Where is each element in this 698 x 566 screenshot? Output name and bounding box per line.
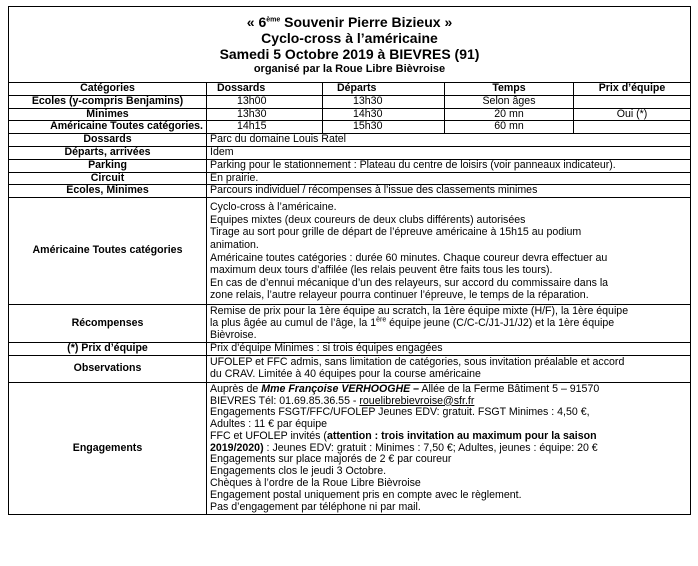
schedule-header-row: [9, 83, 691, 96]
recompenses-line: la plus âgée au cumul de l’âge, la 1ère équipe jeune (C/C-C/J1-J1/J2) et la 1ère équipe: [210, 316, 615, 329]
recompenses-label: Récompenses: [9, 304, 207, 342]
engagements-line: Engagement postal uniquement pris en compte avec le règlement.: [210, 488, 522, 501]
event-organizer: organisé par la Roue Libre Bièvroise: [253, 63, 446, 76]
engagements-line: Adultes : 11 € par équipe: [210, 418, 328, 431]
info-row-parking: [9, 159, 691, 172]
engagements-line: Engagements FSGT/FFC/UFOLEP Jeunes EDV: gratuit. FSGT Minimes : 4,50 €,: [210, 406, 590, 419]
americaine-line: animation.: [210, 238, 259, 251]
departs-value: Idem: [207, 146, 691, 159]
schedule-row: [9, 95, 691, 108]
schedule-row: [9, 108, 691, 121]
prix-value: Prix d’équipe Minimes : si trois équipes engagées: [207, 343, 691, 356]
americaine-line: zone relais, l’autre relayeur pourra continuer l’épreuve, le temps de la réparation.: [210, 289, 589, 302]
col-header: Temps: [445, 83, 574, 96]
info-row-recompenses: [9, 304, 691, 342]
engagements-line: 2019/2020) : Jeunes EDV: gratuit : Minimes : 7,50 €; Adultes, jeunes : équipe: 20 €: [210, 441, 598, 454]
schedule-departs: 15h30: [323, 121, 445, 134]
col-header: Dossards: [207, 83, 323, 96]
schedule-temps: Selon âges: [445, 95, 574, 108]
event-title: « 6ème Souvenir Pierre Bizieux »: [246, 13, 453, 30]
schedule-category: Américaine Toutes catégories.: [9, 121, 207, 134]
info-row-observations: [9, 356, 691, 383]
ecoles-label: Ecoles, Minimes: [9, 185, 207, 198]
info-row-circuit: [9, 172, 691, 185]
observations-value: [207, 356, 691, 383]
col-header: Catégories: [9, 83, 207, 96]
schedule-dossards: 13h00: [207, 95, 323, 108]
event-subtitle: Cyclo-cross à l’américaine: [261, 29, 438, 46]
schedule-dossards: 13h30: [207, 108, 323, 121]
recompenses-line: Remise de prix pour la 1ère équipe au scratch, la 1ère équipe mixte (H/F), la 1ère équipe: [210, 304, 629, 317]
americaine-line: En cas de d’ennui mécanique d’un des relayeurs, sur accord du commissaire dans la: [210, 276, 609, 289]
americaine-line: Cyclo-cross à l’américaine.: [210, 201, 337, 214]
schedule-departs: 14h30: [323, 108, 445, 121]
contact-email-link[interactable]: rouelibrebievroise@sfr.fr: [359, 394, 475, 407]
circuit-label: Circuit: [9, 172, 207, 185]
event-date: Samedi 5 Octobre 2019 à BIEVRES (91): [219, 46, 480, 63]
engagements-label: Engagements: [9, 382, 207, 515]
title-row: [9, 7, 691, 83]
americaine-value: [207, 198, 691, 305]
schedule-category: Minimes: [9, 108, 207, 121]
event-table: [8, 6, 691, 515]
recompenses-value: [207, 304, 691, 342]
schedule-row: [9, 121, 691, 134]
observations-label: Observations: [9, 356, 207, 383]
recompenses-line: Bièvroise.: [210, 328, 257, 341]
engagements-value: [207, 382, 691, 515]
circuit-value: En prairie.: [207, 172, 691, 185]
info-row-departs: [9, 146, 691, 159]
schedule-prix: Oui (*): [574, 108, 691, 121]
dossards-value: Parc du domaine Louis Ratel: [207, 134, 691, 147]
americaine-label: Américaine Toutes catégories: [9, 198, 207, 305]
schedule-temps: 60 mn: [445, 121, 574, 134]
col-header: Départs: [323, 83, 445, 96]
americaine-line: Equipes mixtes (deux coureurs de deux clubs différents) autorisées: [210, 213, 526, 226]
title-cell: [9, 7, 691, 83]
info-row-prix: [9, 343, 691, 356]
info-row-engagements: [9, 382, 691, 515]
americaine-line: maximum deux tours d’affilée (les relais peuvent être faits tous les tours).: [210, 264, 553, 277]
engagements-line: Auprès de Mme Françoise VERHOOGHE – Allée de la Ferme Bâtiment 5 – 91570: [210, 382, 600, 395]
info-row-americaine: [9, 198, 691, 305]
departs-label: Départs, arrivées: [9, 146, 207, 159]
engagements-line: Engagements clos le jeudi 3 Octobre.: [210, 465, 387, 478]
schedule-prix: [574, 95, 691, 108]
info-row-dossards: [9, 134, 691, 147]
engagements-line: Pas d’engagement par téléphone ni par mail.: [210, 500, 421, 513]
col-header: Prix d’équipe: [574, 83, 691, 96]
engagements-line: FFC et UFOLEP invités (attention : trois invitation au maximum pour la saison: [210, 429, 597, 442]
event-document: [8, 6, 690, 515]
dossards-label: Dossards: [9, 134, 207, 147]
contact-name: Mme Françoise VERHOOGHE –: [261, 382, 420, 395]
observations-line: du CRAV. Limitée à 40 équipes pour la course américaine: [210, 367, 481, 380]
ecoles-value: Parcours individuel / récompenses à l’issue des classements minimes: [207, 185, 691, 198]
schedule-category: Ecoles (y-compris Benjamins): [9, 95, 207, 108]
engagements-line: Engagements sur place majorés de 2 € par coureur: [210, 453, 452, 466]
parking-value: Parking pour le stationnement : Plateau du centre de loisirs (voir panneaux indicateur).: [207, 159, 691, 172]
parking-label: Parking: [9, 159, 207, 172]
schedule-dossards: 14h15: [207, 121, 323, 134]
info-row-ecoles: [9, 185, 691, 198]
prix-label: (*) Prix d’équipe: [9, 343, 207, 356]
observations-line: UFOLEP et FFC admis, sans limitation de catégories, sous invitation préalable et accord: [210, 356, 625, 369]
americaine-line: Américaine toutes catégories : durée 60 minutes. Chaque coureur devra effectuer au: [210, 251, 608, 264]
engagements-line: BIEVRES Tél: 01.69.85.36.55 - rouelibrebievroise@sfr.fr: [210, 394, 475, 407]
americaine-line: Tirage au sort pour grille de départ de l’épreuve américaine à 15h15 au podium: [210, 226, 582, 239]
engagements-line: Chèques à l’ordre de la Roue Libre Bièvroise: [210, 477, 421, 490]
schedule-temps: 20 mn: [445, 108, 574, 121]
schedule-prix: [574, 121, 691, 134]
schedule-departs: 13h30: [323, 95, 445, 108]
